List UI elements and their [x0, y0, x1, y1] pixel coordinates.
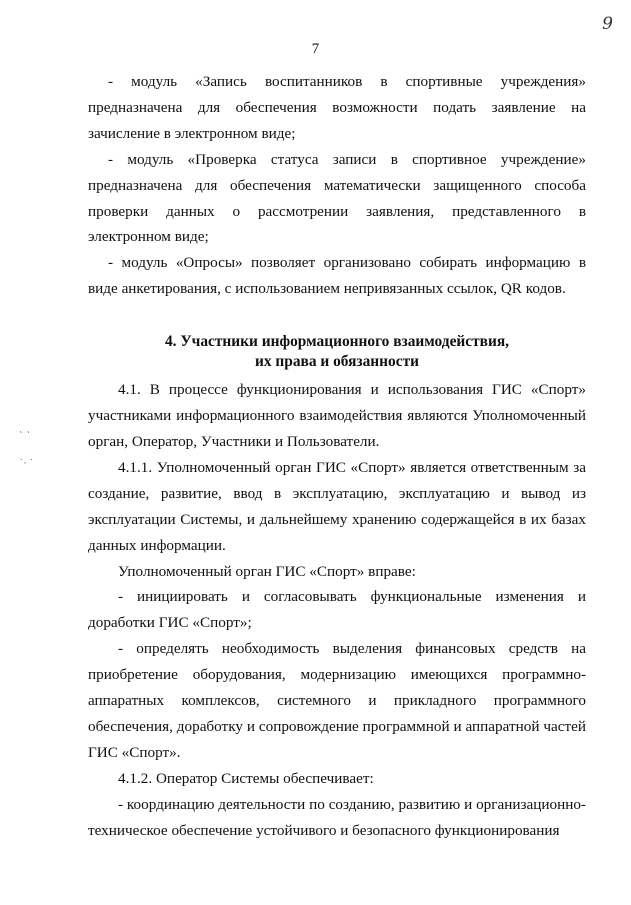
- page-number: 7: [311, 41, 320, 57]
- clause-4-1: 4.1. В процессе функционирования и использования ГИС «Спорт» участниками информационного взаимодействия являются Уполномоченный орган, Оператор, Участники и Пользователи.: [88, 381, 586, 450]
- margin-speck: ˙· ˙: [19, 459, 34, 469]
- authority-right-item: - инициировать и согласовывать функциональные изменения и доработки ГИС «Спорт»;: [88, 588, 586, 632]
- module-status-check-paragraph: - модуль «Проверка статуса записи в спортивное учреждение» предназначена для обеспечения математически защищенного способа проверки данных о рассмотрении заявления, представленного в электронном виде;: [88, 150, 586, 246]
- clause-4-1-1: 4.1.1. Уполномоченный орган ГИС «Спорт» является ответственным за создание, развитие, ввод в эксплуатацию, эксплуатацию и вывод из эксплуатации Системы, и дальнейшему хранению содержащейся в их базах данных информации.: [88, 458, 586, 554]
- module-surveys-paragraph: - модуль «Опросы» позволяет организовано собирать информацию в виде анкетирования, с использованием непривязанных ссылок, QR кодов.: [88, 254, 586, 298]
- spacer: [88, 302, 586, 330]
- operator-duty-item: - координацию деятельности по созданию, развитию и организационно-техническое обеспечение устойчивого и безопасного функционирования: [88, 795, 586, 839]
- authority-right-item: - определять необходимость выделения финансовых средств на приобретение оборудования, модернизацию имеющихся программно-аппаратных комплексов, системного и прикладного программного обеспечения, доработку и сопровождение программной и аппаратной частей ГИС «Спорт».: [88, 640, 586, 761]
- handwritten-page-number: 9: [602, 14, 613, 34]
- authority-rights-intro: Уполномоченный орган ГИС «Спорт» вправе:: [118, 562, 416, 580]
- margin-speck: ˎ ˎ: [19, 424, 31, 434]
- document-body: [88, 69, 586, 843]
- section-heading: [88, 330, 586, 375]
- section-heading-line-2: их права и обязанности: [254, 353, 419, 371]
- section-heading-line-1: 4. Участники информационного взаимодействия,: [164, 333, 510, 351]
- module-enrollment-paragraph: - модуль «Запись воспитанников в спортивные учреждения» предназначена для обеспечения возможности подать заявление на зачисление в электронном виде;: [88, 73, 586, 142]
- clause-4-1-2: 4.1.2. Оператор Системы обеспечивает:: [118, 769, 374, 787]
